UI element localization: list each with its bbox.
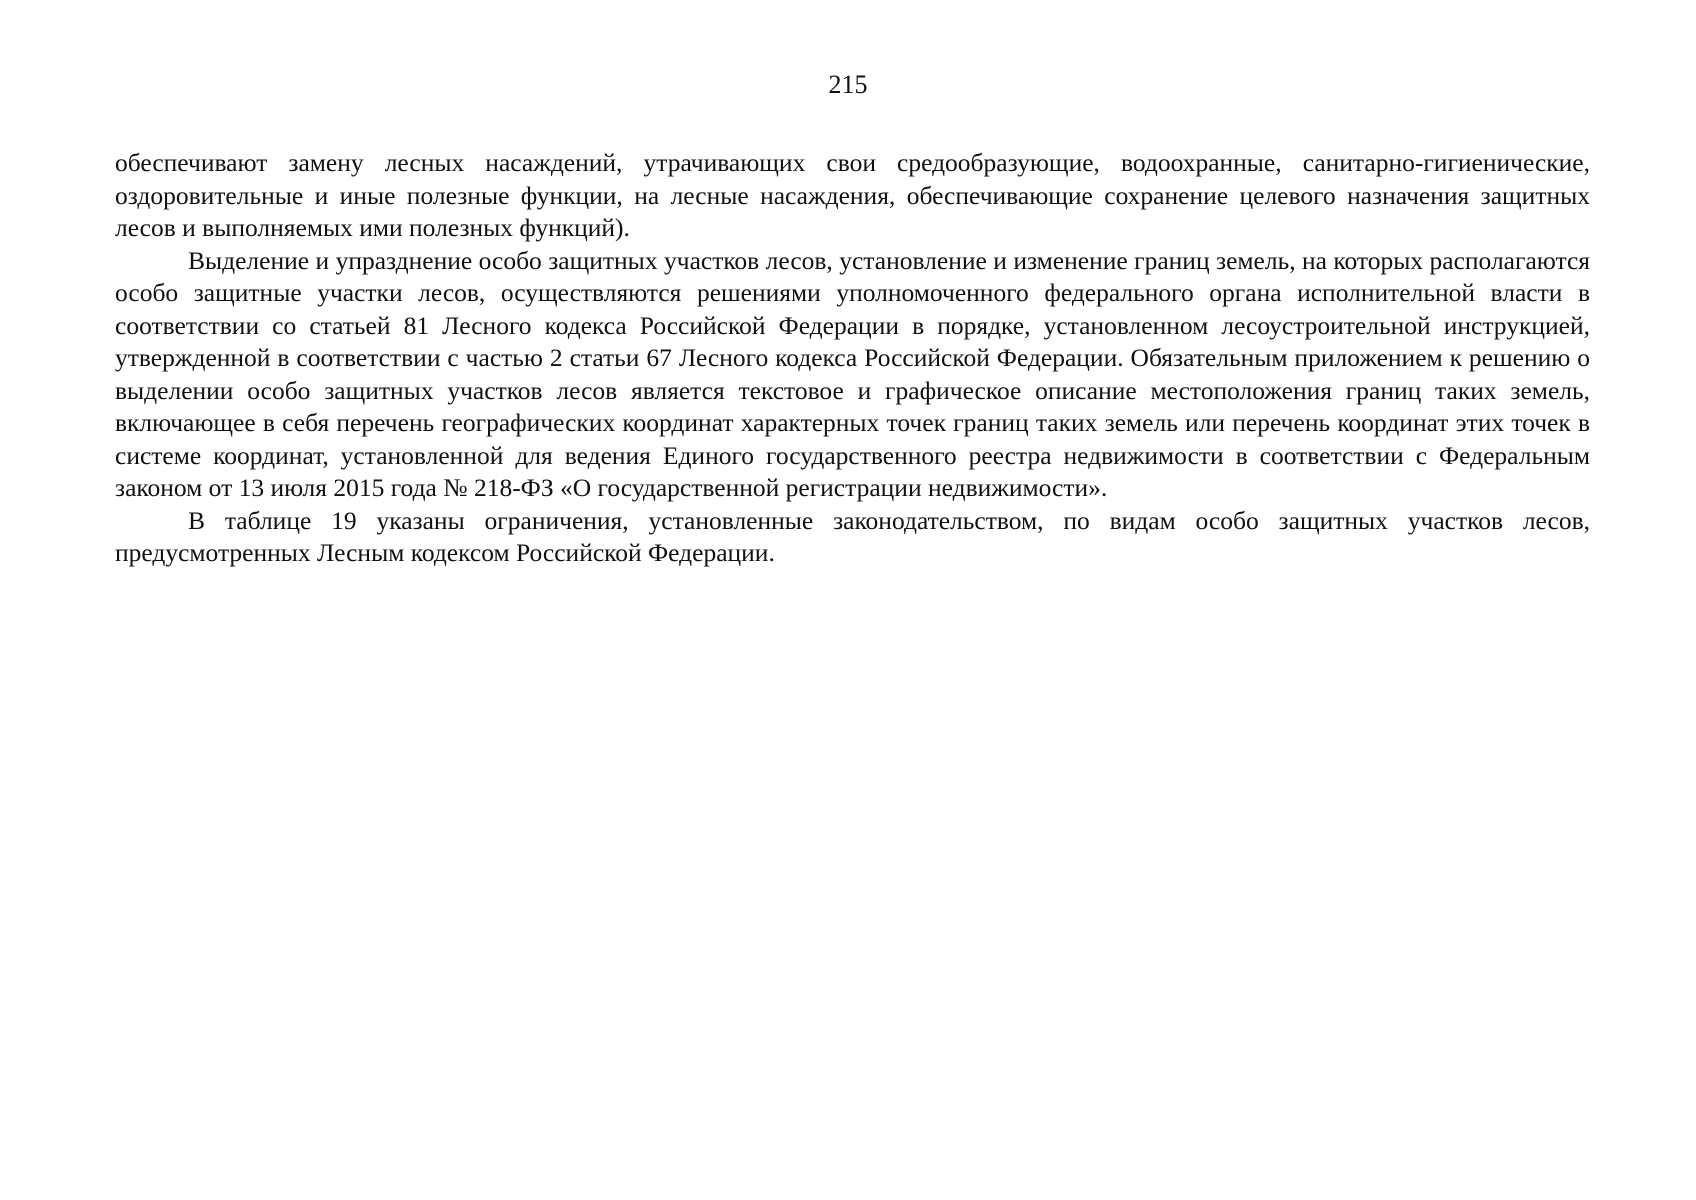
paragraph-continuation: обеспечивают замену лесных насаждений, утрачивающих свои средообразующие, водоохранные, санитарно-гигиенические, оздоровительные и иные полезные функции, на лесные насаждения, обеспечивающие сохранение целевого назначения защитных лесов и выполняемых ими полезных функций).: [115, 148, 1590, 242]
paragraph-osobo-zashchitnye-uchastki: Выделение и упразднение особо защитных участков лесов, установление и изменение границ земель, на которых располагаются особо защитные участки лесов, осуществляются решениями уполномоченного федерального органа исполнительной власти в соответствии со статьей 81 Лесного кодекса Российской Федерации в порядке, установленном лесоустроительной инструкцией, утвержденной в соответствии с частью 2 статьи 67 Лесного кодекса Российской Федерации. Обязательным приложением к решению о выделении особо защитных участков лесов является текстовое и графическое описание местоположения границ таких земель, включающее в себя перечень географических координат характерных точек границ таких земель или перечень координат этих точек в системе координат, установленной для ведения Единого государственного реестра недвижимости в соответствии с Федеральным законом от 13 июля 2015 года № 218-ФЗ «О государственной регистрации недвижимости».: [115, 245, 1590, 502]
document-body: [115, 147, 1590, 570]
paragraph-table-19-reference: В таблице 19 указаны ограничения, установленные законодательством, по видам особо защитных участков лесов, предусмотренных Лесным кодексом Российской Федерации.: [115, 505, 1590, 567]
page-number: 215: [828, 70, 868, 99]
